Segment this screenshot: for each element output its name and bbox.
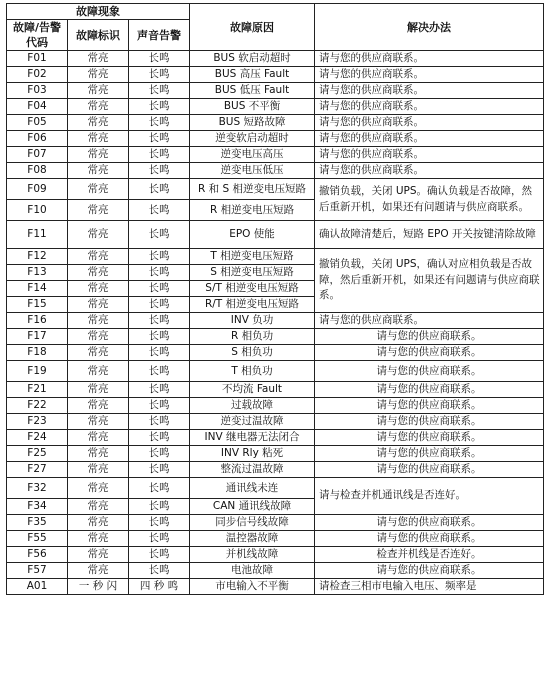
- table-body: [7, 51, 544, 595]
- cell-cause: INV Rly 粘死: [190, 446, 315, 462]
- cell-code: F25: [7, 446, 68, 462]
- cell-flag: 常亮: [68, 430, 129, 446]
- cell-solution: 请与您的供应商联系。: [315, 446, 544, 462]
- cell-cause: CAN 通讯线故障: [190, 499, 315, 515]
- table-row: [7, 345, 544, 361]
- cell-solution: 请与您的供应商联系。: [315, 51, 544, 67]
- cell-flag: 常亮: [68, 221, 129, 249]
- cell-flag: 常亮: [68, 531, 129, 547]
- cell-solution: 请与您的供应商联系。: [315, 313, 544, 329]
- cell-sound: 长鸣: [129, 478, 190, 499]
- cell-flag: 常亮: [68, 345, 129, 361]
- cell-cause: 温控器故障: [190, 531, 315, 547]
- cell-code: F34: [7, 499, 68, 515]
- cell-flag: 常亮: [68, 179, 129, 200]
- cell-flag: 常亮: [68, 329, 129, 345]
- cell-cause: 不均流 Fault: [190, 382, 315, 398]
- cell-cause: S 相逆变电压短路: [190, 265, 315, 281]
- table-row: [7, 131, 544, 147]
- table-row: [7, 382, 544, 398]
- cell-cause: S/T 相逆变电压短路: [190, 281, 315, 297]
- cell-flag: 常亮: [68, 200, 129, 221]
- cell-sound: 长鸣: [129, 361, 190, 382]
- table-row: [7, 249, 544, 265]
- cell-flag: 常亮: [68, 515, 129, 531]
- cell-cause: 市电输入不平衡: [190, 579, 315, 595]
- cell-sound: 长鸣: [129, 265, 190, 281]
- cell-flag: 常亮: [68, 99, 129, 115]
- cell-sound: 长鸣: [129, 446, 190, 462]
- cell-code: F08: [7, 163, 68, 179]
- cell-solution: 请与您的供应商联系。: [315, 163, 544, 179]
- cell-code: F05: [7, 115, 68, 131]
- header-cause: 故障原因: [190, 4, 315, 51]
- cell-code: F57: [7, 563, 68, 579]
- cell-sound: 长鸣: [129, 200, 190, 221]
- cell-sound: 长鸣: [129, 515, 190, 531]
- cell-sound: 长鸣: [129, 83, 190, 99]
- cell-code: F06: [7, 131, 68, 147]
- table-row: [7, 579, 544, 595]
- cell-solution: 检查并机线是否连好。: [315, 547, 544, 563]
- cell-solution: 请与您的供应商联系。: [315, 563, 544, 579]
- cell-code: F11: [7, 221, 68, 249]
- cell-cause: 并机线故障: [190, 547, 315, 563]
- table-row: [7, 115, 544, 131]
- cell-solution: 请与您的供应商联系。: [315, 67, 544, 83]
- cell-flag: 常亮: [68, 163, 129, 179]
- cell-code: F17: [7, 329, 68, 345]
- cell-flag: 常亮: [68, 547, 129, 563]
- cell-code: F01: [7, 51, 68, 67]
- cell-solution: 请与您的供应商联系。: [315, 398, 544, 414]
- cell-code: F35: [7, 515, 68, 531]
- cell-sound: 四 秒 鸣: [129, 579, 190, 595]
- cell-sound: 长鸣: [129, 329, 190, 345]
- cell-code: F02: [7, 67, 68, 83]
- cell-solution: 请与您的供应商联系。: [315, 83, 544, 99]
- cell-code: F21: [7, 382, 68, 398]
- cell-cause: T 相逆变电压短路: [190, 249, 315, 265]
- cell-flag: 常亮: [68, 67, 129, 83]
- cell-solution: 请与您的供应商联系。: [315, 382, 544, 398]
- table-row: [7, 221, 544, 249]
- cell-solution: 请与您的供应商联系。: [315, 147, 544, 163]
- fault-code-table: [6, 3, 544, 595]
- cell-sound: 长鸣: [129, 221, 190, 249]
- cell-sound: 长鸣: [129, 563, 190, 579]
- cell-code: F32: [7, 478, 68, 499]
- cell-flag: 常亮: [68, 361, 129, 382]
- cell-flag: 常亮: [68, 478, 129, 499]
- cell-flag: 一 秒 闪: [68, 579, 129, 595]
- table-row: [7, 361, 544, 382]
- cell-solution: 请检查三相市电输入电压、频率是: [315, 579, 544, 595]
- cell-flag: 常亮: [68, 313, 129, 329]
- cell-solution-merged: 撤销负载，关闭 UPS，确认对应相负载是否故障，然后重新开机，如果还有问题请与供应商联系。: [315, 249, 544, 313]
- cell-flag: 常亮: [68, 281, 129, 297]
- cell-cause: 通讯线未连: [190, 478, 315, 499]
- cell-flag: 常亮: [68, 499, 129, 515]
- table-row: [7, 147, 544, 163]
- cell-sound: 长鸣: [129, 67, 190, 83]
- cell-sound: 长鸣: [129, 99, 190, 115]
- cell-cause: 电池故障: [190, 563, 315, 579]
- cell-solution: 请与您的供应商联系。: [315, 414, 544, 430]
- cell-cause: R 相负功: [190, 329, 315, 345]
- cell-code: F09: [7, 179, 68, 200]
- cell-cause: BUS 短路故障: [190, 115, 315, 131]
- cell-code: F24: [7, 430, 68, 446]
- cell-solution: 请与您的供应商联系。: [315, 515, 544, 531]
- cell-sound: 长鸣: [129, 179, 190, 200]
- cell-sound: 长鸣: [129, 51, 190, 67]
- cell-code: F03: [7, 83, 68, 99]
- cell-cause: 同步信号线故障: [190, 515, 315, 531]
- table-row: [7, 67, 544, 83]
- cell-sound: 长鸣: [129, 462, 190, 478]
- cell-cause: 过载故障: [190, 398, 315, 414]
- cell-code: F04: [7, 99, 68, 115]
- cell-code: F10: [7, 200, 68, 221]
- cell-solution: 请与您的供应商联系。: [315, 345, 544, 361]
- table-row: [7, 313, 544, 329]
- cell-flag: 常亮: [68, 115, 129, 131]
- cell-cause: BUS 低压 Fault: [190, 83, 315, 99]
- cell-solution: 请与您的供应商联系。: [315, 329, 544, 345]
- cell-sound: 长鸣: [129, 414, 190, 430]
- table-row: [7, 51, 544, 67]
- cell-solution: 请与您的供应商联系。: [315, 531, 544, 547]
- cell-code: F07: [7, 147, 68, 163]
- cell-sound: 长鸣: [129, 147, 190, 163]
- cell-cause: 逆变电压低压: [190, 163, 315, 179]
- cell-flag: 常亮: [68, 563, 129, 579]
- header-phenomenon: 故障现象: [7, 4, 190, 20]
- table-row: [7, 478, 544, 499]
- table-row: [7, 414, 544, 430]
- cell-code: F18: [7, 345, 68, 361]
- cell-sound: 长鸣: [129, 398, 190, 414]
- cell-flag: 常亮: [68, 382, 129, 398]
- cell-code: F27: [7, 462, 68, 478]
- cell-sound: 长鸣: [129, 531, 190, 547]
- table-row: [7, 163, 544, 179]
- cell-cause: 逆变电压高压: [190, 147, 315, 163]
- cell-cause: T 相负功: [190, 361, 315, 382]
- header-sound: 声音告警: [129, 20, 190, 51]
- cell-solution: 请与您的供应商联系。: [315, 361, 544, 382]
- cell-sound: 长鸣: [129, 281, 190, 297]
- cell-solution: 请与您的供应商联系。: [315, 462, 544, 478]
- cell-flag: 常亮: [68, 265, 129, 281]
- header-code: 故障/告警代码: [7, 20, 68, 51]
- cell-cause: R 和 S 相逆变电压短路: [190, 179, 315, 200]
- table-row: [7, 179, 544, 200]
- cell-solution: 请与您的供应商联系。: [315, 131, 544, 147]
- cell-code: F14: [7, 281, 68, 297]
- cell-solution: 请与您的供应商联系。: [315, 99, 544, 115]
- cell-cause: BUS 软启动超时: [190, 51, 315, 67]
- table-row: [7, 515, 544, 531]
- cell-code: F56: [7, 547, 68, 563]
- cell-cause: INV 负功: [190, 313, 315, 329]
- cell-code: F15: [7, 297, 68, 313]
- table-row: [7, 547, 544, 563]
- cell-cause: EPO 使能: [190, 221, 315, 249]
- cell-sound: 长鸣: [129, 499, 190, 515]
- cell-sound: 长鸣: [129, 382, 190, 398]
- header-flag: 故障标识: [68, 20, 129, 51]
- cell-flag: 常亮: [68, 414, 129, 430]
- table-row: [7, 430, 544, 446]
- cell-flag: 常亮: [68, 462, 129, 478]
- cell-code: F12: [7, 249, 68, 265]
- cell-cause: R 相逆变电压短路: [190, 200, 315, 221]
- cell-sound: 长鸣: [129, 297, 190, 313]
- cell-sound: 长鸣: [129, 313, 190, 329]
- header-row-1: [7, 4, 544, 20]
- table-row: [7, 531, 544, 547]
- cell-solution: 请与您的供应商联系。: [315, 115, 544, 131]
- table-row: [7, 563, 544, 579]
- cell-sound: 长鸣: [129, 163, 190, 179]
- cell-cause: BUS 高压 Fault: [190, 67, 315, 83]
- cell-flag: 常亮: [68, 249, 129, 265]
- table-row: [7, 446, 544, 462]
- cell-code: F16: [7, 313, 68, 329]
- cell-cause: BUS 不平衡: [190, 99, 315, 115]
- cell-code: F22: [7, 398, 68, 414]
- cell-solution-merged: 请与检查并机通讯线是否连好。: [315, 478, 544, 515]
- cell-cause: 逆变软启动超时: [190, 131, 315, 147]
- cell-sound: 长鸣: [129, 345, 190, 361]
- table-row: [7, 462, 544, 478]
- cell-code: F19: [7, 361, 68, 382]
- cell-sound: 长鸣: [129, 115, 190, 131]
- cell-flag: 常亮: [68, 131, 129, 147]
- cell-code: F13: [7, 265, 68, 281]
- cell-sound: 长鸣: [129, 430, 190, 446]
- cell-solution-merged: 撤销负载，关闭 UPS。确认负载是否故障，然后重新开机，如果还有问题请与供应商联系。: [315, 179, 544, 221]
- table-row: [7, 398, 544, 414]
- cell-flag: 常亮: [68, 147, 129, 163]
- cell-cause: INV 继电器无法闭合: [190, 430, 315, 446]
- cell-sound: 长鸣: [129, 131, 190, 147]
- table-row: [7, 329, 544, 345]
- cell-code: F23: [7, 414, 68, 430]
- cell-flag: 常亮: [68, 51, 129, 67]
- cell-flag: 常亮: [68, 398, 129, 414]
- table-row: [7, 99, 544, 115]
- cell-solution: 请与您的供应商联系。: [315, 430, 544, 446]
- table-row: [7, 83, 544, 99]
- cell-sound: 长鸣: [129, 249, 190, 265]
- cell-cause: 整流过温故障: [190, 462, 315, 478]
- cell-flag: 常亮: [68, 297, 129, 313]
- cell-flag: 常亮: [68, 446, 129, 462]
- cell-flag: 常亮: [68, 83, 129, 99]
- cell-sound: 长鸣: [129, 547, 190, 563]
- header-solution: 解决办法: [315, 4, 544, 51]
- cell-cause: R/T 相逆变电压短路: [190, 297, 315, 313]
- cell-solution: 确认故障清楚后，短路 EPO 开关按键清除故障: [315, 221, 544, 249]
- cell-code: F55: [7, 531, 68, 547]
- cell-cause: 逆变过温故障: [190, 414, 315, 430]
- cell-cause: S 相负功: [190, 345, 315, 361]
- cell-code: A01: [7, 579, 68, 595]
